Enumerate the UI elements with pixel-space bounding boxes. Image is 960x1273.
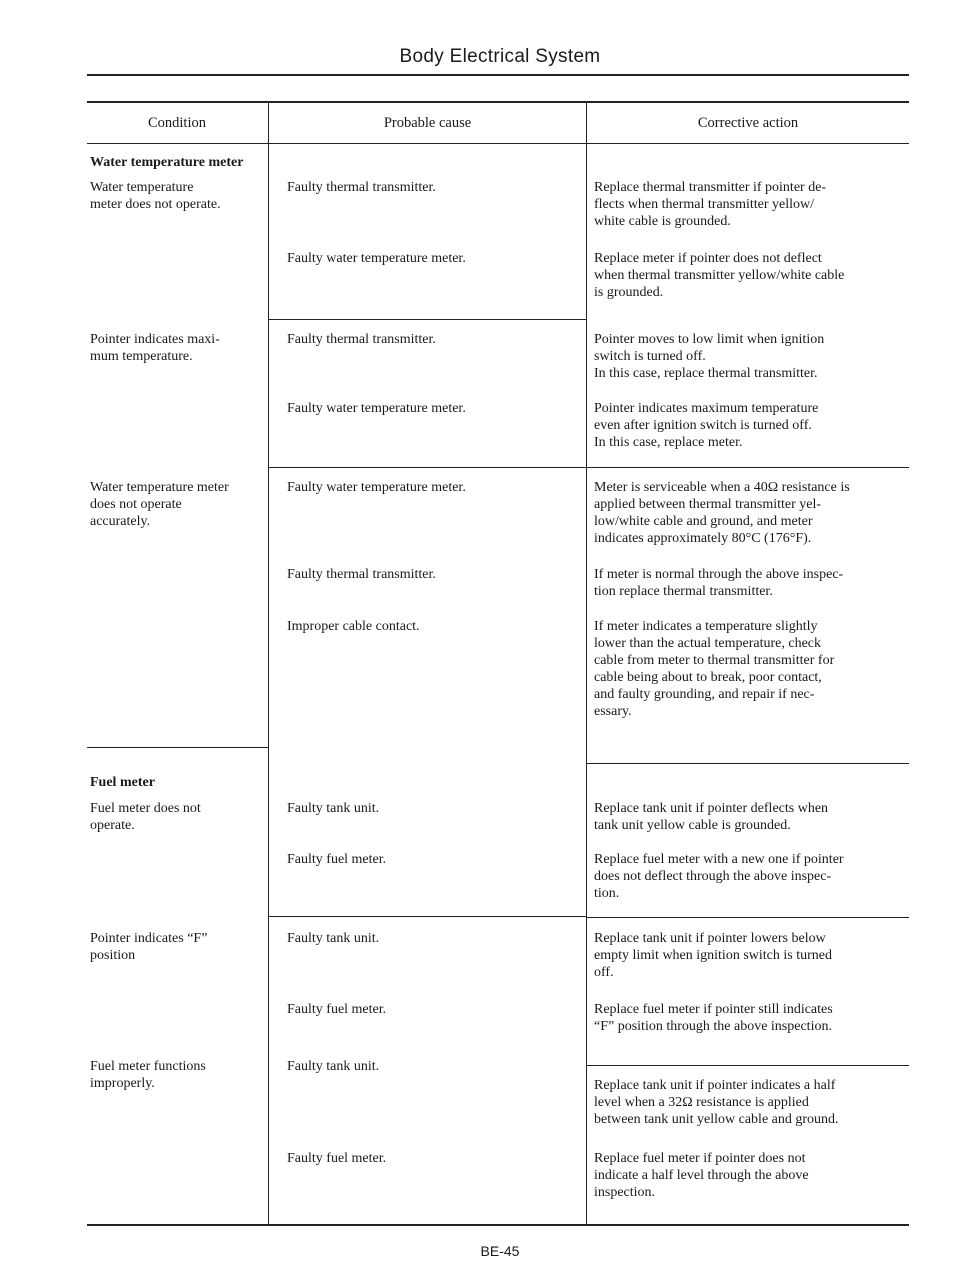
header-rule <box>87 74 909 76</box>
condition-cell: Water temperature meter does not operate accurately. <box>90 480 229 529</box>
action-cell: Replace tank unit if pointer lowers below empty limit when ignition switch is turned off. <box>594 931 832 980</box>
cause-cell: Faulty tank unit. <box>287 1059 380 1074</box>
condition-cell: Pointer indicates “F” position <box>90 931 208 963</box>
row-separator <box>269 467 909 468</box>
cause-cell: Faulty thermal transmitter. <box>287 567 436 582</box>
table-header-rule <box>87 143 909 144</box>
table-bottom-rule <box>87 1224 909 1226</box>
cause-cell: Faulty thermal transmitter. <box>287 180 436 195</box>
cause-cell: Faulty fuel meter. <box>287 1002 387 1017</box>
column-header-action: Corrective action <box>697 115 799 131</box>
action-cell: Replace fuel meter if pointer does not indicate a half level through the above inspection. <box>594 1151 809 1200</box>
table-top-rule <box>87 101 909 103</box>
section-separator <box>587 763 909 764</box>
action-cell: Replace meter if pointer does not deflect when thermal transmitter yellow/white cable is grounded. <box>594 251 845 300</box>
row-separator <box>587 917 909 918</box>
condition-cell: Fuel meter functions improperly. <box>90 1059 206 1091</box>
column-divider-2 <box>586 102 587 1225</box>
action-cell: If meter is normal through the above inspec- tion replace thermal transmitter. <box>594 567 844 599</box>
column-divider-1 <box>268 102 269 1225</box>
row-separator <box>587 1065 909 1066</box>
cause-cell: Faulty tank unit. <box>287 931 380 946</box>
cause-cell: Faulty water temperature meter. <box>287 251 466 266</box>
condition-cell: Pointer indicates maxi- mum temperature. <box>90 332 220 364</box>
condition-cell: Water temperature meter does not operate. <box>90 180 221 212</box>
action-cell: Replace tank unit if pointer deflects when tank unit yellow cable is grounded. <box>594 801 829 833</box>
section-title-water-temp: Water temperature meter <box>90 155 244 170</box>
section-separator <box>87 747 269 748</box>
action-cell: Replace fuel meter with a new one if pointer does not deflect through the above inspec- tion. <box>594 852 844 901</box>
action-cell: Pointer moves to low limit when ignition switch is turned off. In this case, replace thermal transmitter. <box>594 332 825 381</box>
action-cell: Replace tank unit if pointer indicates a half level when a 32Ω resistance is applied between tank unit yellow cable and ground. <box>594 1078 839 1127</box>
cause-cell: Faulty fuel meter. <box>287 1151 387 1166</box>
action-cell: Meter is serviceable when a 40Ω resistance is applied between thermal transmitter yel- low/white cable and ground, and meter indicates approximately 80°C (176°F). <box>594 480 850 546</box>
cause-cell: Faulty tank unit. <box>287 801 380 816</box>
row-separator <box>269 916 587 917</box>
cause-cell: Faulty fuel meter. <box>287 852 387 867</box>
action-cell: If meter indicates a temperature slightly lower than the actual temperature, check cable from meter to thermal transmitter for cable being about to break, poor contact, and faulty grounding, and repair if nec- essary. <box>594 619 835 719</box>
row-separator <box>269 319 587 320</box>
action-cell: Pointer indicates maximum temperature even after ignition switch is turned off. In this case, replace meter. <box>594 401 819 450</box>
cause-cell: Faulty water temperature meter. <box>287 401 466 416</box>
page-number: BE-45 <box>480 1243 520 1259</box>
page-title: Body Electrical System <box>399 46 601 67</box>
section-title-fuel-meter: Fuel meter <box>90 775 155 790</box>
cause-cell: Faulty thermal transmitter. <box>287 332 436 347</box>
column-header-cause: Probable cause <box>383 115 472 131</box>
column-header-condition: Condition <box>147 115 206 131</box>
cause-cell: Faulty water temperature meter. <box>287 480 466 495</box>
cause-cell: Improper cable contact. <box>287 619 420 634</box>
action-cell: Replace thermal transmitter if pointer de- flects when thermal transmitter yellow/ white cable is grounded. <box>594 180 827 229</box>
action-cell: Replace fuel meter if pointer still indicates “F” position through the above inspection. <box>594 1002 833 1034</box>
condition-cell: Fuel meter does not operate. <box>90 801 201 833</box>
